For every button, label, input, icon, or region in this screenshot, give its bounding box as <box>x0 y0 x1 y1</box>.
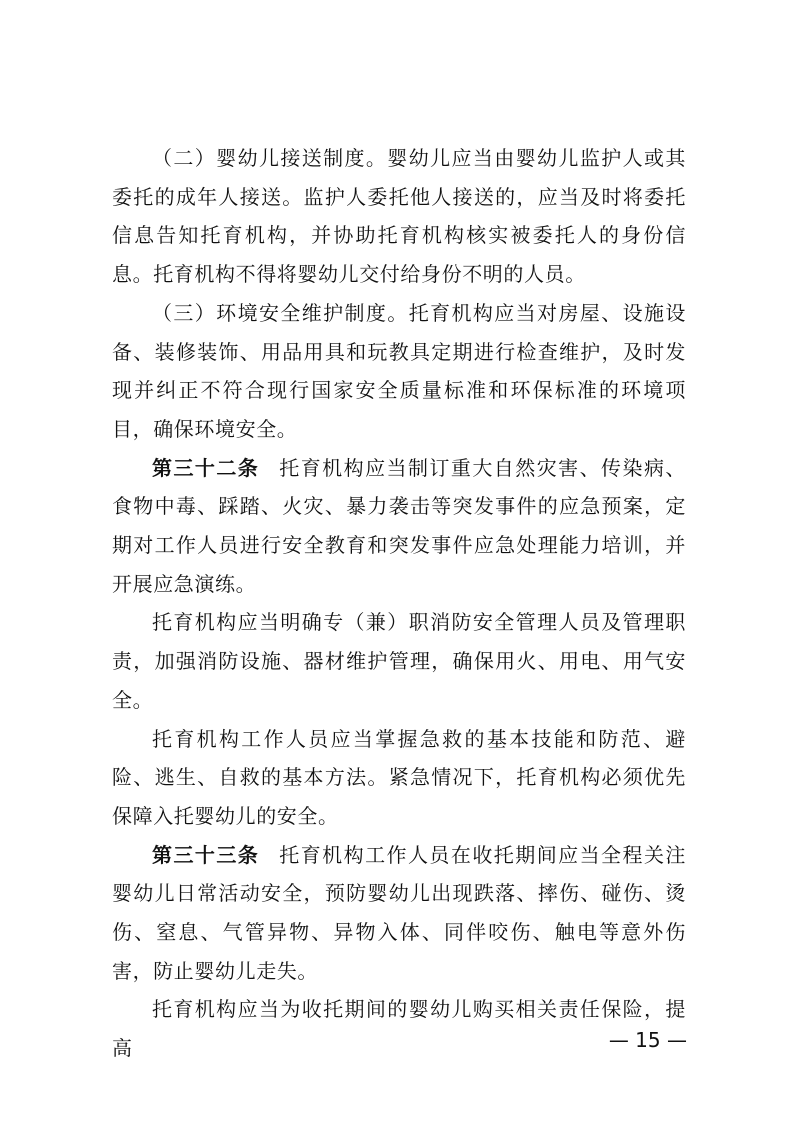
article-heading: 第三十二条 <box>152 455 260 480</box>
paragraph-insurance <box>112 990 686 1067</box>
article-heading: 第三十三条 <box>152 842 260 867</box>
paragraph-text: （三）环境安全维护制度。托育机构应当对房屋、设施设备、装修装饰、用品用具和玩教具定期进行检查维护，及时发现并纠正不符合现行国家安全质量标准和环保标准的环境项目，确保环境安全。 <box>112 300 686 441</box>
article-33 <box>112 836 686 991</box>
paragraph-fire-safety <box>112 603 686 719</box>
paragraph-text: 托育机构应当明确专（兼）职消防安全管理人员及管理职责，加强消防设施、器材维护管理，确保用火、用电、用气安全。 <box>112 610 686 712</box>
paragraph-text: 托育机构应当制订重大自然灾害、传染病、食物中毒、踩踏、火灾、暴力袭击等突发事件的应急预案，定期对工作人员进行安全教育和突发事件应急处理能力培训，并开展应急演练。 <box>112 455 686 596</box>
paragraph-first-aid <box>112 720 686 836</box>
paragraph-text: （二）婴幼儿接送制度。婴幼儿应当由婴幼儿监护人或其委托的成年人接送。监护人委托他人接送的，应当及时将委托信息告知托育机构，并协助托育机构核实被委托人的身份信息。托育机构不得将婴幼儿交付给身份不明的人员。 <box>112 146 686 287</box>
paragraph-text: 托育机构应当为收托期间的婴幼儿购买相关责任保险，提高 <box>112 997 686 1061</box>
article-32 <box>112 449 686 604</box>
paragraph-text: 托育机构工作人员在收托期间应当全程关注婴幼儿日常活动安全，预防婴幼儿出现跌落、摔伤、碰伤、烫伤、窒息、气管异物、异物入体、同伴咬伤、触电等意外伤害，防止婴幼儿走失。 <box>112 842 686 983</box>
paragraph-pickup-system <box>112 139 686 294</box>
document-body <box>112 139 686 1068</box>
paragraph-environment-safety <box>112 294 686 449</box>
page-number: — 15 — <box>608 1028 687 1052</box>
paragraph-text: 托育机构工作人员应当掌握急救的基本技能和防范、避险、逃生、自救的基本方法。紧急情况下，托育机构必须优先保障入托婴幼儿的安全。 <box>112 726 686 828</box>
